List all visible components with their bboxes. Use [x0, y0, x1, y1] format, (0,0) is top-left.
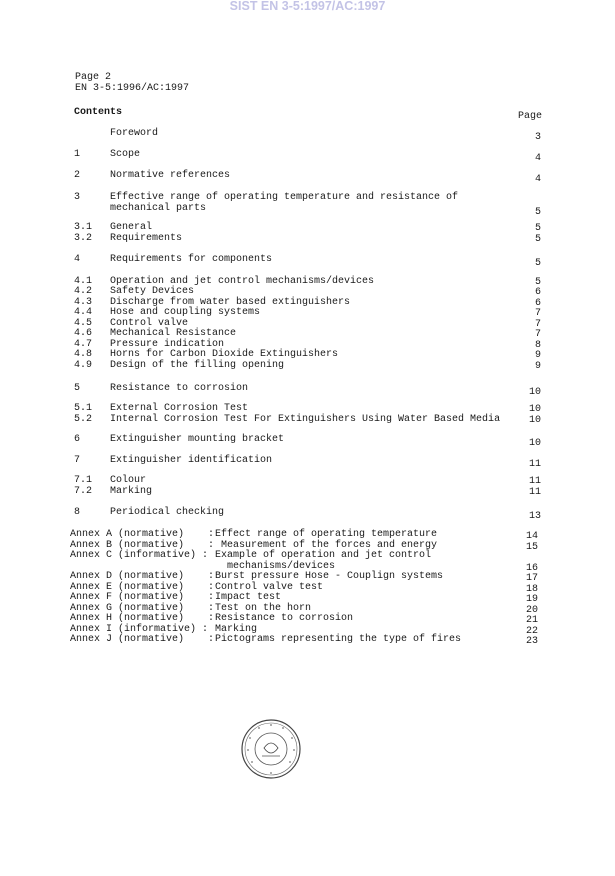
toc-entry-number: 3 [74, 192, 81, 203]
toc-entry-page: 7 [534, 308, 541, 319]
toc-entry-title: Scope [110, 149, 141, 160]
annex-label: Annex B (normative) : [70, 539, 215, 551]
toc-entry-title: Colour [110, 475, 147, 486]
toc-entry-title: Horns for Carbon Dioxide Extinguishers [110, 349, 339, 360]
annex-title: Effect range of operating temperature [215, 529, 438, 540]
annex-label: Annex E (normative) : [70, 581, 215, 593]
toc-entry-number: 4.1 [74, 276, 93, 287]
annex-title: Measurement of the forces and energy [215, 539, 438, 551]
toc-entry-page: 10 [528, 415, 541, 426]
annex-page: 21 [525, 615, 538, 626]
annex-page: 22 [525, 625, 538, 637]
toc-entry-page: 7 [534, 329, 541, 340]
toc-entry-number: 4.4 [74, 307, 93, 318]
annex-page: 16 [525, 562, 538, 574]
annex-page: 19 [525, 594, 538, 605]
toc-entry-title: Periodical checking [110, 507, 225, 518]
toc-entry-page: 5 [534, 223, 541, 234]
toc-entry-number: 4.7 [74, 339, 93, 350]
toc-entry-number: 7.1 [74, 475, 93, 486]
annex-page: 17 [525, 573, 538, 584]
annex-title: Test on the horn [215, 602, 312, 614]
toc-entry-number: 4.2 [74, 286, 93, 297]
toc-entry-number: 4 [74, 254, 81, 265]
annex-title: Control valve test [215, 581, 324, 593]
toc-entry-title: Effective range of operating temperature and resistance of mechanical parts [110, 192, 459, 214]
toc-entry-page: 4 [534, 174, 541, 185]
toc-entry-number: 6 [74, 434, 81, 445]
annex-page: 15 [525, 541, 538, 553]
toc-entry-title: Discharge from water based extinguishers [110, 297, 351, 308]
toc-entry-title: Requirements [110, 233, 183, 244]
toc-entry-title: Extinguisher mounting bracket [110, 434, 285, 445]
toc-entry-page: 11 [528, 487, 541, 498]
toc-entry-number: 3.1 [74, 222, 93, 233]
toc-entry-number: 5 [74, 383, 81, 394]
annex-page: 20 [525, 604, 538, 616]
toc-entry-title: Resistance to corrosion [110, 383, 249, 394]
toc-entry-title: Design of the filling opening [110, 360, 285, 371]
annex-page: 18 [525, 583, 538, 595]
toc-entry-title: External Corrosion Test [110, 403, 249, 414]
toc-entry-page: 9 [534, 350, 541, 361]
annex-title: Resistance to corrosion [215, 613, 354, 624]
annex-label: Annex H (normative) : [70, 613, 215, 624]
toc-entry-number: 1 [74, 149, 81, 160]
toc-entry-page: 5 [534, 277, 541, 288]
document-id: EN 3-5:1996/AC:1997 [75, 83, 190, 94]
toc-entry-page: 8 [534, 340, 541, 351]
toc-entry-page: 10 [528, 438, 541, 449]
toc-entry-title: General [110, 222, 153, 233]
annex-label: Annex G (normative) : [70, 602, 215, 614]
toc-entry-page: 3 [534, 132, 541, 143]
toc-entry-title: Marking [110, 486, 153, 497]
toc-entry-number: 8 [74, 507, 81, 518]
toc-entry-page: 5 [534, 258, 541, 269]
toc-entry-title: Mechanical Resistance [110, 328, 237, 339]
toc-entry-number: 3.2 [74, 233, 93, 244]
toc-entry-page: 11 [528, 476, 541, 487]
toc-entry-number: 5.1 [74, 403, 93, 414]
toc-entry-page: 10 [528, 404, 541, 415]
toc-entry-title: Requirements for components [110, 254, 273, 265]
toc-entry-title: Control valve [110, 318, 189, 329]
toc-entry-page: 13 [528, 511, 541, 522]
toc-entry-title: Operation and jet control mechanisms/devices [110, 276, 375, 287]
contents-title: Contents [74, 107, 123, 118]
toc-entry-number: 7.2 [74, 486, 93, 497]
toc-entry-title: Foreword [110, 128, 159, 139]
toc-entry-page: 11 [528, 459, 541, 470]
toc-entry-number: 5.2 [74, 414, 93, 425]
annex-page: 14 [525, 531, 538, 542]
toc-entry-page: 9 [534, 361, 541, 372]
annex-label: Annex C (informative) : [70, 550, 209, 561]
toc-entry-page: 10 [528, 387, 541, 398]
toc-entry-title: Pressure indication [110, 339, 225, 350]
toc-entry-page: 6 [534, 287, 541, 298]
toc-entry-title: Hose and coupling systems [110, 307, 261, 318]
watermark: SIST EN 3-5:1997/AC:1997 [229, 0, 386, 13]
toc-entry-number: 4.5 [74, 318, 93, 329]
toc-entry-title: Normative references [110, 170, 231, 181]
annex-title: Burst pressure Hose - Couplign systems [215, 571, 444, 582]
annex-label: Annex D (normative) : [70, 571, 215, 582]
page-column-heading: Page [518, 111, 543, 122]
official-seal-stamp [240, 718, 302, 780]
annex-title: Example of operation and jet control mechanisms/devices [215, 550, 432, 572]
toc-entry-page: 4 [534, 153, 541, 164]
toc-entry-number: 7 [74, 455, 81, 466]
toc-entry-number: 4.9 [74, 360, 93, 371]
annex-label: Annex A (normative) : [70, 529, 215, 540]
toc-entry-page: 6 [534, 298, 541, 309]
page-number-header: Page 2 [75, 72, 112, 83]
toc-entry-title: Internal Corrosion Test For Extinguishers Using Water Based Media [110, 414, 501, 425]
annex-page: 23 [525, 636, 538, 647]
toc-entry-number: 4.8 [74, 349, 93, 360]
toc-entry-page: 7 [534, 319, 541, 330]
annex-title: Impact test [215, 592, 282, 603]
toc-entry-number: 4.3 [74, 297, 93, 308]
toc-entry-number: 2 [74, 170, 81, 181]
toc-entry-number: 4.6 [74, 328, 93, 339]
annex-label: Annex I (informative) : [70, 623, 209, 635]
toc-entry-title: Extinguisher identification [110, 455, 273, 466]
toc-entry-page: 5 [534, 234, 541, 245]
annex-title: Marking [215, 623, 258, 635]
annex-title: Pictograms representing the type of fires [215, 634, 462, 645]
annex-label: Annex J (normative) : [70, 634, 215, 645]
annex-label: Annex F (normative) : [70, 592, 215, 603]
toc-entry-title: Safety Devices [110, 286, 195, 297]
toc-entry-page: 5 [534, 206, 541, 218]
